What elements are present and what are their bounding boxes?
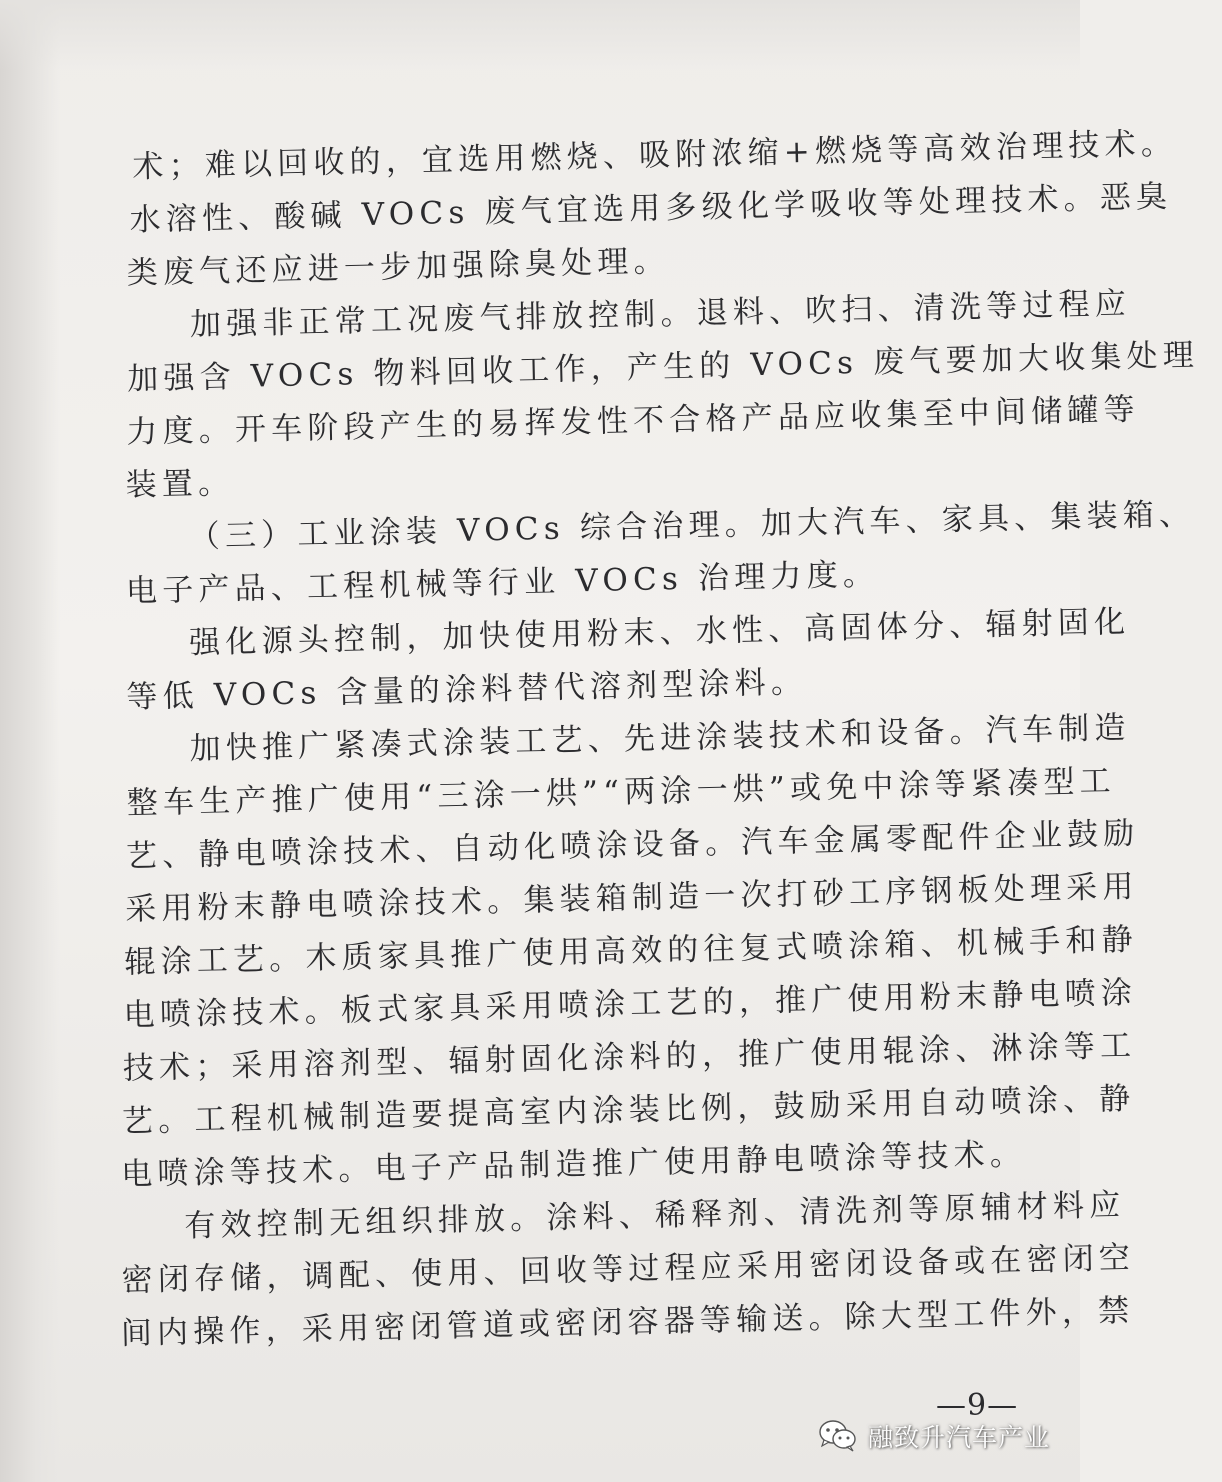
- paragraph-first-line: 强化源头控制，加快使用粉末、水性、高固体分、辐射固化: [188, 603, 1131, 662]
- text-line: 采用粉末静电喷涂技术。集装箱制造一次打砂工序钢板处理采用: [124, 868, 1139, 928]
- text-line: 艺。工程机械制造要提高室内涂装比例，鼓励采用自动喷涂、静: [121, 1080, 1136, 1140]
- paragraph-first-line: 加强非正常工况废气排放控制。退料、吹扫、清洗等过程应: [189, 285, 1132, 343]
- paragraph-first-line: 加快推广紧凑式涂装工艺、先进涂装技术和设备。汽车制造: [189, 709, 1131, 768]
- text-line: 技术；采用溶剂型、辐射固化涂料的，推广使用辊涂、淋涂等工: [122, 1027, 1137, 1087]
- text-line: 整车生产推广使用“三涂一烘”“两涂一烘”或免中涂等紧凑型工: [126, 763, 1117, 822]
- text-line: 艺、静电喷涂技术、自动化喷涂设备。汽车金属零配件企业鼓励: [125, 815, 1140, 875]
- text-line: 术；难以回收的，宜选用燃烧、吸附浓缩+燃烧等高效治理技术。: [131, 125, 1178, 186]
- text-line: 类废气还应进一步加强除臭处理。: [126, 243, 671, 292]
- watermark-text: 融致升汽车产业: [868, 1423, 1051, 1452]
- text-line: 加强含 VOCs 物料回收工作，产生的 VOCs 废气要加大收集处理: [126, 337, 1200, 398]
- text-line: 等低 VOCs 含量的涂料替代溶剂型涂料。: [126, 664, 808, 716]
- wechat-icon: [818, 1418, 858, 1454]
- text-line: 辊涂工艺。木质家具推广使用高效的往复式喷涂箱、机械手和静: [124, 921, 1139, 981]
- text-line: 间内操作，采用密闭管道或密闭容器等输送。除大型工件外，禁: [120, 1292, 1135, 1352]
- text-line: 密闭存储，调配、使用、回收等过程应采用密闭设备或在密闭空: [121, 1239, 1136, 1299]
- text-line: 力度。开车阶段产生的易挥发性不合格产品应收集至中间储罐等: [126, 391, 1141, 451]
- text-line: 电子产品、工程机械等行业 VOCs 治理力度。: [125, 556, 880, 610]
- page-number: —9—: [936, 1388, 1019, 1423]
- text-line: 装置。: [125, 465, 235, 504]
- paragraph-first-line: 有效控制无组织排放。涂料、稀释剂、清洗剂等原辅材料应: [184, 1187, 1126, 1245]
- text-line: 水溶性、酸碱 VOCs 废气宜选用多级化学吸收等处理技术。恶臭: [129, 178, 1173, 239]
- text-line: 电喷涂等技术。电子产品制造推广使用静电喷涂等技术。: [120, 1136, 1027, 1193]
- text-line: 电喷涂技术。板式家具采用喷涂工艺的，推广使用粉末静电喷涂: [123, 974, 1138, 1034]
- watermark: [818, 1416, 1050, 1456]
- section-heading-line: （三）工业涂装 VOCs 综合治理。加大汽车、家具、集装箱、: [188, 496, 1196, 556]
